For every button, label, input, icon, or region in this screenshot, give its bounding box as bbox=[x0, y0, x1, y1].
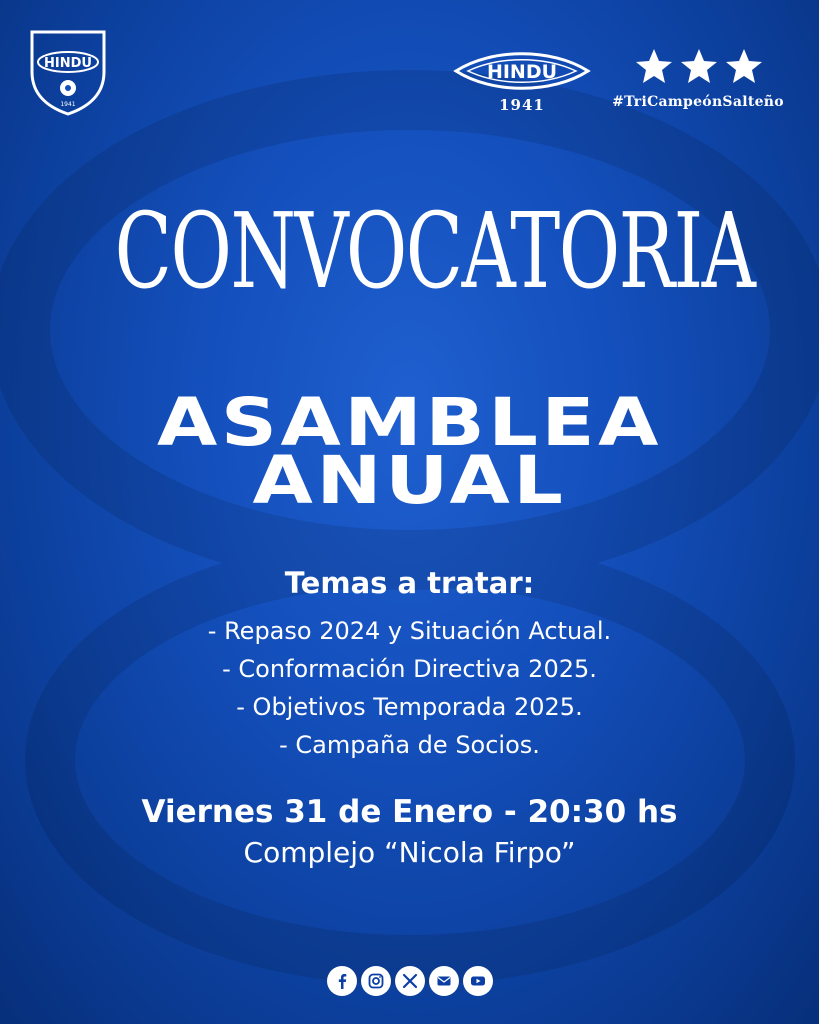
topics-list bbox=[0, 612, 819, 764]
topic-item: - Conformación Directiva 2025. bbox=[222, 655, 597, 683]
x-icon[interactable] bbox=[395, 966, 425, 996]
topics-heading: Temas a tratar: bbox=[284, 566, 535, 600]
topic-item: - Repaso 2024 y Situación Actual. bbox=[207, 617, 612, 645]
subtitle-line-1: ASAMBLEA bbox=[157, 384, 662, 461]
event-date-time: Viernes 31 de Enero - 20:30 hs bbox=[141, 794, 678, 830]
email-icon[interactable] bbox=[429, 966, 459, 996]
topic-item: - Campaña de Socios. bbox=[279, 731, 540, 759]
championship-stars bbox=[634, 46, 764, 86]
subtitle-line-2: ANUAL bbox=[252, 442, 567, 519]
youtube-icon[interactable] bbox=[463, 966, 493, 996]
crest-year: 1941 bbox=[60, 101, 76, 108]
logo-text: HINDU bbox=[486, 61, 558, 83]
social-links bbox=[0, 966, 819, 996]
club-crest bbox=[26, 26, 110, 116]
hashtag: #TriCampeónSalteño bbox=[612, 94, 784, 110]
instagram-icon[interactable] bbox=[361, 966, 391, 996]
page-title: CONVOCATORIA bbox=[114, 190, 755, 312]
star-icon bbox=[636, 49, 672, 83]
event-venue: Complejo “Nicola Firpo” bbox=[243, 836, 576, 869]
star-icon bbox=[726, 49, 762, 83]
crest-text: HINDU bbox=[44, 56, 92, 71]
facebook-icon[interactable] bbox=[327, 966, 357, 996]
logo-year: 1941 bbox=[499, 96, 545, 114]
star-icon bbox=[681, 49, 717, 83]
topic-item: - Objetivos Temporada 2025. bbox=[236, 693, 583, 721]
